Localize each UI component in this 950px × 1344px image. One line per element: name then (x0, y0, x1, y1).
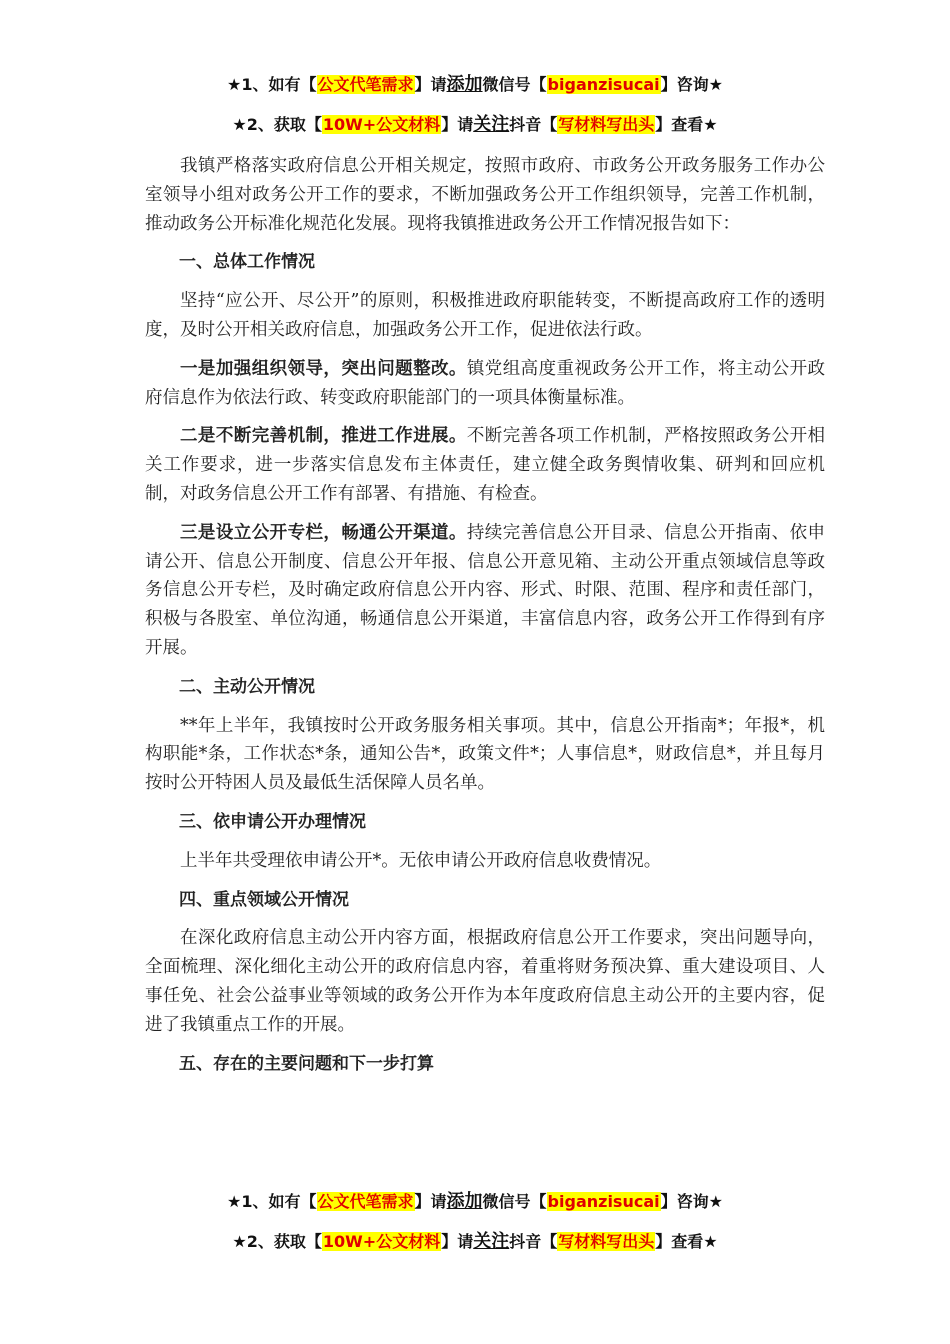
promo-text: 】请 (441, 1232, 474, 1251)
paragraph-point-1 (145, 355, 825, 413)
promo-prefix: ★1、如有【 (227, 75, 317, 94)
promo-text: 抖音【 (509, 1232, 558, 1251)
promo-highlight-wechat-id: biganzisucai (547, 1192, 660, 1211)
promo-suffix: 】查看★ (655, 115, 718, 134)
promo-suffix: 】查看★ (655, 1232, 718, 1251)
promo-highlight: 公文代笔需求 (317, 1192, 414, 1211)
promo-text: 】请 (414, 75, 447, 94)
promo-underlined-text: 关注 (473, 114, 510, 135)
promo-text: 微信号【 (482, 1192, 547, 1211)
promo-line-1-top (0, 70, 950, 96)
paragraph-text: 不断完善各项工作机制，严格按照政务公开相关工作要求，进一步落实信息发布主体责任，建立健全政务舆情收集、研判和回应机制，对政务信息公开工作有部署、有措施、有检查。 (145, 426, 826, 504)
promo-suffix: 】咨询★ (660, 1192, 723, 1211)
paragraph-point-2 (145, 422, 825, 508)
promo-underlined-text: 关注 (473, 1231, 510, 1252)
promo-prefix: ★2、获取【 (232, 115, 322, 134)
promo-highlight: 公文代笔需求 (317, 75, 414, 94)
promo-underlined-text: 添加 (446, 74, 483, 95)
promo-line-1-bottom (0, 1187, 950, 1213)
paragraph-proactive: **年上半年，我镇按时公开政务服务相关事项。其中，信息公开指南*；年报*，机构职能*条，工作状态*条，通知公告*，政策文件*；人事信息*，财政信息*，并且每月按时公开特困人员及最低生活保障人员名单。 (145, 715, 825, 794)
promo-text: 】请 (441, 115, 474, 134)
section-heading-5: 五、存在的主要问题和下一步打算 (179, 1053, 434, 1074)
paragraph-lead: 三是设立公开专栏，畅通公开渠道。 (180, 522, 467, 543)
section-heading-4: 四、重点领域公开情况 (179, 889, 349, 910)
promo-text: 微信号【 (482, 75, 547, 94)
paragraph-text: 持续完善信息公开目录、信息公开指南、依申请公开、信息公开制度、信息公开年报、信息公开意见箱、主动公开重点领域信息等政务信息公开专栏，及时确定政府信息公开内容、形式、时限、范围、程序和责任部门，积极与各股室、单位沟通，畅通信息公开渠道，丰富信息内容，政务公开工作得到有序开展。 (145, 522, 826, 658)
intro-paragraph: 我镇严格落实政府信息公开相关规定，按照市政府、市政务公开政务服务工作办公室领导小组对政务公开工作的要求，不断加强政务公开工作组织领导，完善工作机制，推动政务公开标准化规范化发展。现将我镇推进政务公开工作情况报告如下： (145, 156, 825, 234)
paragraph-lead: 二是不断完善机制，推进工作进展。 (180, 426, 467, 447)
promo-prefix: ★2、获取【 (232, 1232, 322, 1251)
section-heading-3: 三、依申请公开办理情况 (179, 811, 366, 832)
promo-highlight-wechat-id: biganzisucai (547, 75, 660, 94)
promo-line-2-top (0, 110, 950, 136)
promo-text: 】请 (414, 1192, 447, 1211)
promo-line-2-bottom (0, 1227, 950, 1253)
promo-suffix: 】咨询★ (660, 75, 723, 94)
section-heading-2: 二、主动公开情况 (179, 676, 315, 697)
paragraph-key-areas: 在深化政府信息主动公开内容方面，根据政府信息公开工作要求，突出问题导向，全面梳理、深化细化主动公开的政府信息内容，着重将财务预决算、重大建设项目、人事任免、社会公益事业等领域的政务公开作为本年度政府信息主动公开的主要内容，促进了我镇重点工作的开展。 (145, 928, 825, 1035)
paragraph-text: 镇党组高度重视政务公开工作，将主动公开政府信息作为依法行政、转变政府职能部门的一项具体衡量标准。 (145, 358, 826, 408)
section-heading-1: 一、总体工作情况 (179, 252, 315, 273)
document-body (145, 152, 825, 1088)
paragraph-lead: 一是加强组织领导，突出问题整改。 (180, 358, 467, 379)
promo-underlined-text: 添加 (446, 1191, 483, 1212)
promo-highlight-douyin-id: 写材料写出头 (558, 1232, 655, 1251)
promo-highlight-douyin-id: 写材料写出头 (558, 115, 655, 134)
promo-text: 抖音【 (509, 115, 558, 134)
promo-highlight: 10W+公文材料 (322, 115, 441, 134)
paragraph-overall: 坚持“应公开、尽公开”的原则，积极推进政府职能转变，不断提高政府工作的透明度，及时公开相关政府信息，加强政务公开工作，促进依法行政。 (145, 291, 825, 340)
promo-prefix: ★1、如有【 (227, 1192, 317, 1211)
paragraph-application: 上半年共受理依申请公开*。无依申请公开政府信息收费情况。 (180, 850, 662, 871)
paragraph-point-3 (145, 519, 825, 663)
promo-highlight: 10W+公文材料 (322, 1232, 441, 1251)
